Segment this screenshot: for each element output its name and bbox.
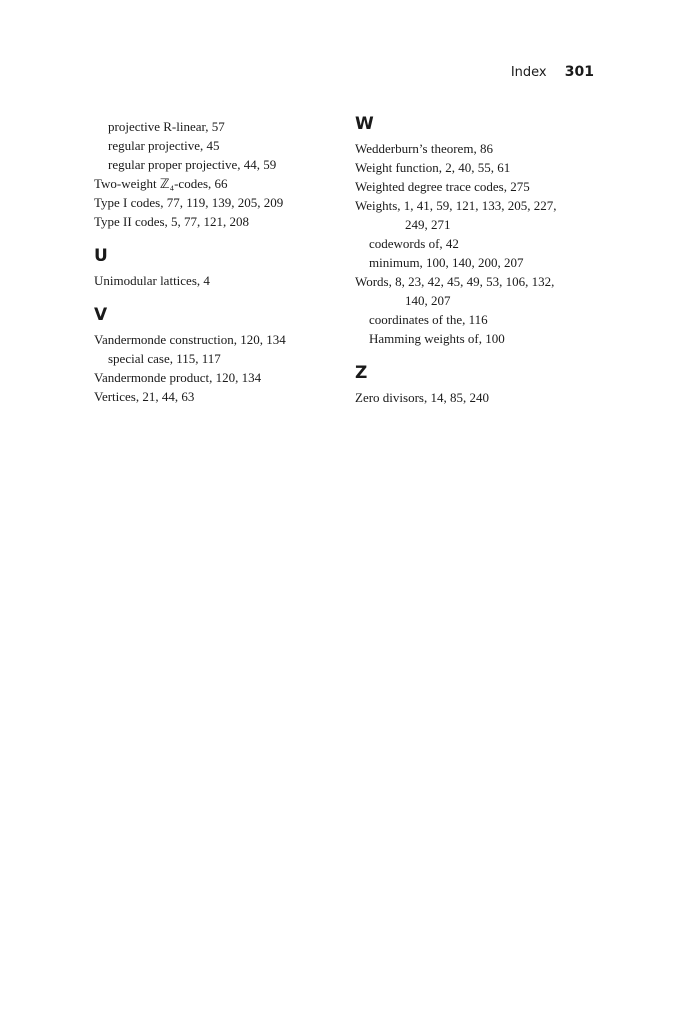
index-subentry: projective R-linear, 57	[108, 119, 225, 134]
index-entry: Type II codes, 5, 77, 121, 208	[94, 214, 250, 229]
page-number: 301	[564, 64, 594, 80]
index-subentry: special case, 115, 117	[108, 351, 221, 366]
index-entry-continuation: 249, 271	[405, 217, 451, 232]
running-head	[511, 64, 594, 80]
index-entry: Vandermonde construction, 120, 134	[94, 332, 286, 347]
index-entry: Zero divisors, 14, 85, 240	[355, 390, 489, 405]
running-head-label: Index	[510, 65, 547, 80]
index-entry: Weighted degree trace codes, 275	[355, 179, 530, 194]
index-column-left	[94, 114, 334, 406]
section-letter-u: U	[94, 246, 108, 266]
index-subentry: regular projective, 45	[108, 138, 220, 153]
section-letter-v: V	[94, 305, 108, 325]
index-entry: Words, 8, 23, 42, 45, 49, 53, 106, 132,	[355, 274, 555, 289]
index-entry: Vertices, 21, 44, 63	[94, 389, 195, 404]
index-entry: Wedderburn’s theorem, 86	[355, 141, 493, 156]
index-subentry: minimum, 100, 140, 200, 207	[369, 255, 524, 270]
index-entry: Type I codes, 77, 119, 139, 205, 209	[94, 195, 284, 210]
index-entry: Weights, 1, 41, 59, 121, 133, 205, 227,	[355, 198, 557, 213]
index-entry: Unimodular lattices, 4	[94, 273, 210, 288]
section-letter-z: Z	[355, 363, 368, 383]
index-column-right	[355, 114, 605, 407]
index-entry: Vandermonde product, 120, 134	[94, 370, 262, 385]
index-entry: Two-weight ℤ₄-codes, 66	[94, 176, 228, 191]
index-subentry: regular proper projective, 44, 59	[108, 157, 277, 172]
index-subentry: Hamming weights of, 100	[369, 331, 505, 346]
section-letter-w: W	[355, 114, 374, 134]
index-entry-continuation: 140, 207	[405, 293, 451, 308]
index-entry: Weight function, 2, 40, 55, 61	[355, 160, 511, 175]
index-subentry: codewords of, 42	[369, 236, 459, 251]
index-subentry: coordinates of the, 116	[369, 312, 488, 327]
